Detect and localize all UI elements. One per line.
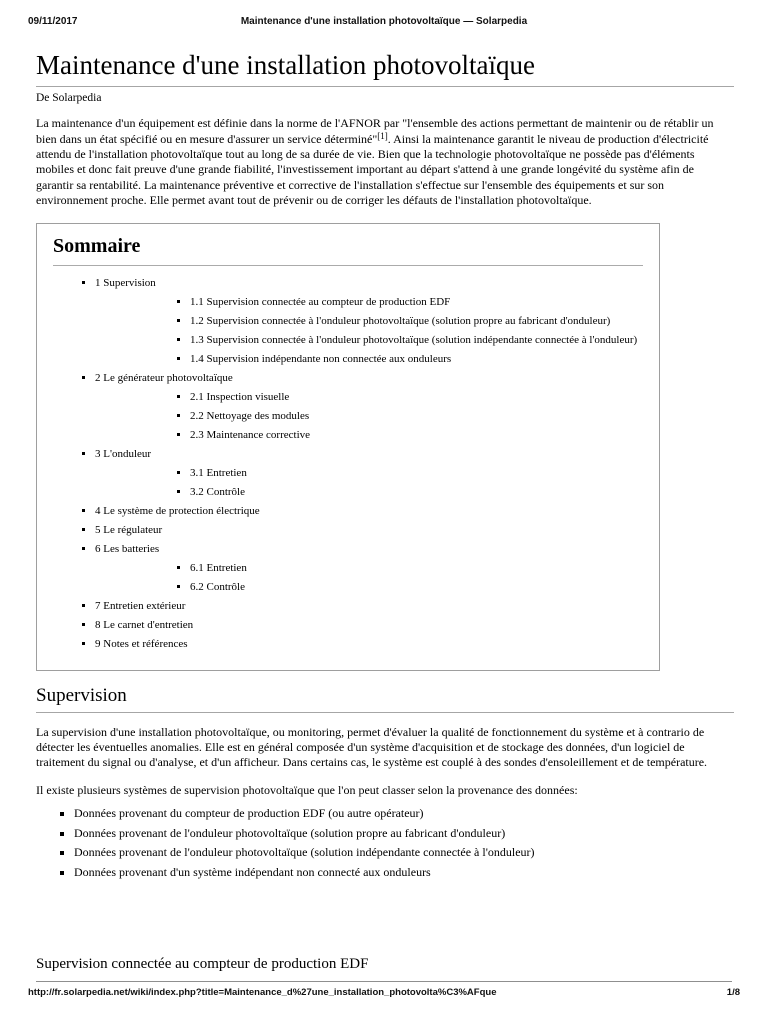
toc-link-6-1[interactable]: ▪ 6.1 Entretien bbox=[190, 561, 643, 576]
toc-link-2[interactable]: ▪ 2 Le générateur photovoltaïque bbox=[95, 371, 643, 386]
section-heading-supervision: Supervision bbox=[36, 685, 734, 713]
toc-link-7[interactable]: ▪ 7 Entretien extérieur bbox=[95, 599, 643, 614]
toc-link-2-1[interactable]: ▪ 2.1 Inspection visuelle bbox=[190, 390, 643, 405]
supervision-paragraph-1: La supervision d'une installation photovoltaïque, ou monitoring, permet d'évaluer la qualité de fonctionnement du système et à contrario de détecter les éventuelles anomalies. Elle est en général composée d'un système d'acquisition et de stockage des données, d'un logiciel de traitement du signal ou d'analyse, et d'un afficheur. Dans certains cas, le système est couplé à des sondes d'ensoleillement et de température. bbox=[36, 724, 708, 770]
intro-text-after-ref: . Ainsi la maintenance garantit le niveau de production d'électricité attendu de l'installation photovoltaïque tout au long de sa durée de vie. Bien que la technologie photovoltaïque ne possède pas d'éléments mobiles et donc fait preuve d'une grande fiabilité, l'investissement important au départ s'attend à une grande longévité du système afin de garantir sa rentabilité. La maintenance préventive et corrective de l'installation s'effectue sur l'ensemble des équipements et sur son environnement proche. Elle permet avant tout de prévenir ou de corriger les défauts de l'installation photovoltaïque. bbox=[36, 131, 709, 208]
toc-link-6[interactable]: ▪ 6 Les batteries bbox=[95, 542, 643, 557]
toc-link-1[interactable]: ▪ 1 Supervision bbox=[95, 276, 643, 291]
print-header bbox=[28, 16, 740, 27]
print-footer bbox=[28, 987, 740, 998]
toc-link-5[interactable]: ▪ 5 Le régulateur bbox=[95, 523, 643, 538]
toc-link-9[interactable]: ▪ 9 Notes et références bbox=[95, 637, 643, 652]
data-source-item-4: ▪ Données provenant d'un système indépendant non connecté aux onduleurs bbox=[74, 865, 734, 880]
print-url: http://fr.solarpedia.net/wiki/index.php?title=Maintenance_d%27une_installation_photovolta%C3%AFque bbox=[28, 987, 497, 998]
toc-link-8[interactable]: ▪ 8 Le carnet d'entretien bbox=[95, 618, 643, 633]
intro-paragraph bbox=[36, 116, 734, 208]
site-attribution: De Solarpedia bbox=[36, 92, 102, 105]
intro-text-before-ref: La maintenance d'un équipement est définie dans la norme de l'AFNOR par "l'ensemble des actions permettant de maintenir ou de rétablir un bien dans un état spécifié ou en mesure d'assurer un service déterminé" bbox=[36, 116, 714, 146]
data-source-list bbox=[74, 806, 734, 880]
toc-link-2-2[interactable]: ▪ 2.2 Nettoyage des modules bbox=[190, 409, 643, 424]
reference-link-1[interactable]: [1] bbox=[377, 130, 388, 141]
toc-link-3[interactable]: ▪ 3 L'onduleur bbox=[95, 447, 643, 462]
toc-link-1-4[interactable]: ▪ 1.4 Supervision indépendante non connectée aux onduleurs bbox=[190, 352, 643, 367]
toc-list bbox=[53, 276, 643, 652]
table-of-contents bbox=[36, 223, 660, 671]
toc-link-6-2[interactable]: ▪ 6.2 Contrôle bbox=[190, 580, 643, 595]
toc-link-1-1[interactable]: ▪ 1.1 Supervision connectée au compteur de production EDF bbox=[190, 295, 643, 310]
data-source-item-3: ▪ Données provenant de l'onduleur photovoltaïque (solution indépendante connectée à l'onduleur) bbox=[74, 845, 734, 860]
print-date: 09/11/2017 bbox=[28, 16, 78, 27]
data-source-item-1: ▪ Données provenant du compteur de production EDF (ou autre opérateur) bbox=[74, 806, 734, 821]
article-content bbox=[36, 50, 734, 884]
toc-link-4[interactable]: ▪ 4 Le système de protection électrique bbox=[95, 504, 643, 519]
toc-link-1-3[interactable]: ▪ 1.3 Supervision connectée à l'onduleur photovoltaïque (solution indépendante connectée à l'onduleur) bbox=[190, 333, 643, 348]
print-page-number: 1/8 bbox=[726, 987, 740, 998]
toc-link-2-3[interactable]: ▪ 2.3 Maintenance corrective bbox=[190, 428, 643, 443]
data-source-item-2: ▪ Données provenant de l'onduleur photovoltaïque (solution propre au fabricant d'onduleur) bbox=[74, 826, 734, 841]
toc-link-3-2[interactable]: ▪ 3.2 Contrôle bbox=[190, 485, 643, 500]
supervision-paragraph-2: Il existe plusieurs systèmes de supervision photovoltaïque que l'on peut classer selon la provenance des données: bbox=[36, 782, 578, 797]
page-title: Maintenance d'une installation photovoltaïque bbox=[36, 50, 734, 87]
toc-link-1-2[interactable]: ▪ 1.2 Supervision connectée à l'onduleur photovoltaïque (solution propre au fabricant d'onduleur) bbox=[190, 314, 643, 329]
toc-link-3-1[interactable]: ▪ 3.1 Entretien bbox=[190, 466, 643, 481]
subsection-heading-edf: Supervision connectée au compteur de production EDF bbox=[36, 955, 732, 982]
toc-title: Sommaire bbox=[53, 234, 643, 266]
print-document-title: Maintenance d'une installation photovoltaïque — Solarpedia bbox=[240, 16, 528, 27]
